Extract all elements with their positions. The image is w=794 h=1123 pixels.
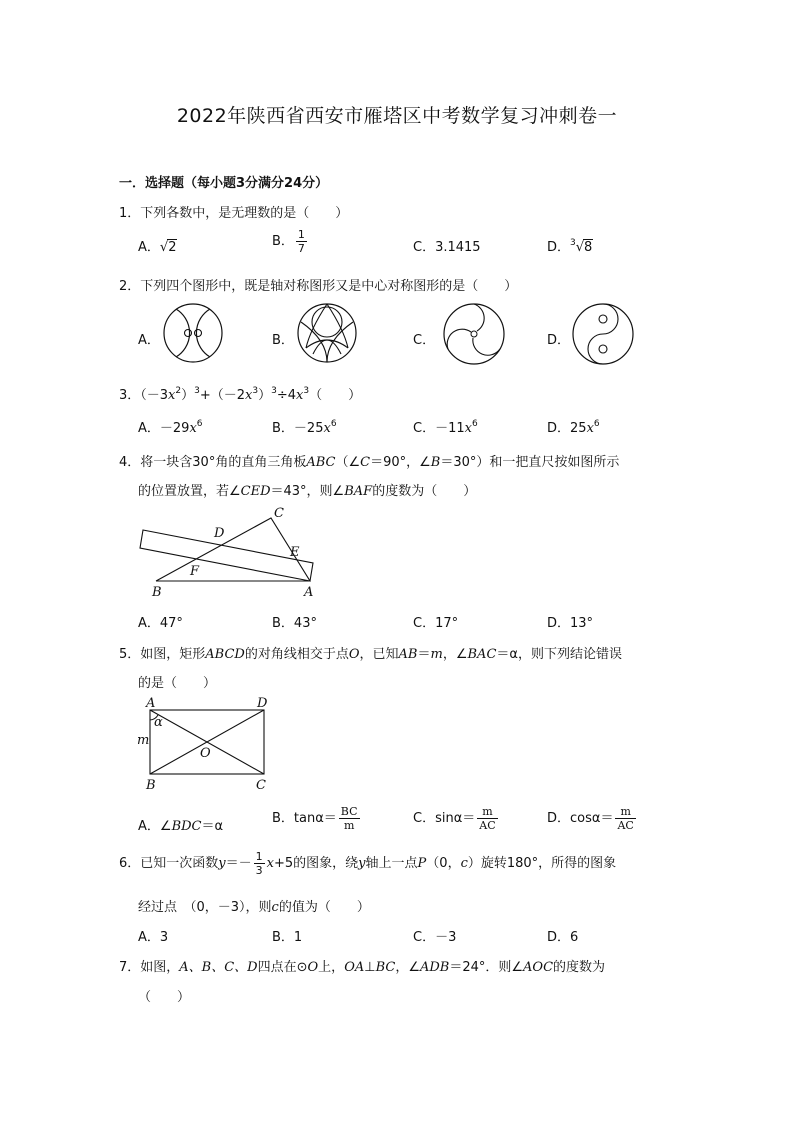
q1-a-radicand: 2 — [168, 240, 177, 255]
q4-label-c: C — [274, 506, 284, 521]
q1-stem: 1．下列各数中，是无理数的是（ ） — [119, 206, 349, 221]
q5-option-c[interactable]: C．sinα＝ $\frac{m}{AC}$ — [413, 805, 496, 832]
q7-stem-line1: 7．如图，A、B、C、D四点在⊙O上，OA⊥BC，∠ADB＝24°．则∠AOC的度数为 — [119, 960, 606, 975]
q2-option-a[interactable]: A． — [138, 333, 160, 348]
q4-stem-line1: 4．将一块含30°角的直角三角板ABC（∠C＝90°，∠B＝30°）和一把直尺按如图所示 — [119, 455, 620, 470]
q5-stem-line1: 5．如图，矩形ABCD的对角线相交于点O，已知AB＝m，∠BAC＝α，则下列结论错误 — [119, 647, 622, 662]
q4-option-c[interactable]: C．17° — [413, 616, 459, 631]
q4-option-a[interactable]: A．47° — [138, 616, 183, 631]
q4-label-b: B — [152, 585, 162, 599]
q3-option-c[interactable]: C．$-11x^6$ — [413, 419, 478, 436]
q6-stem-line2: 经过点 （0，－3），则c的值为（ ） — [138, 900, 370, 915]
q2-option-d[interactable]: D． — [547, 333, 571, 348]
q5-label-b: B — [146, 778, 156, 793]
q2-option-c[interactable]: C． — [413, 333, 436, 348]
q2-figure-b — [296, 302, 358, 364]
q4-label-d: D — [214, 526, 225, 541]
q4-option-d[interactable]: D．13° — [547, 616, 594, 631]
q2-figure-a — [162, 302, 224, 364]
q5-label-a: A — [146, 696, 156, 711]
q4-figure — [138, 503, 328, 599]
q2-option-b[interactable]: B． — [272, 333, 294, 348]
q6-option-a[interactable]: A．3 — [138, 930, 169, 945]
q1-option-d[interactable]: D．$^3$√8 — [547, 238, 593, 255]
q6-option-b[interactable]: B．1 — [272, 930, 303, 945]
q4-stem-line2: 的位置放置，若∠CED＝43°，则∠BAF的度数为（ ） — [138, 484, 477, 499]
q5-label-o: O — [200, 746, 211, 761]
q5-stem-line2: 的是（ ） — [138, 676, 217, 691]
q6-option-c[interactable]: C．－3 — [413, 930, 457, 945]
q6-option-d[interactable]: D．6 — [547, 930, 579, 945]
q1-option-a[interactable]: A．√2 — [138, 240, 177, 255]
q3-stem: 3．$(-3x^2)^3+(-2x^3)^3\div 4x^3$（ ） — [119, 386, 362, 403]
q3-option-d[interactable]: D．$25x^6$ — [547, 419, 600, 436]
q4-label-f: F — [190, 564, 200, 579]
q3-option-b[interactable]: B．$-25x^6$ — [272, 419, 337, 436]
q4-label-e: E — [290, 545, 300, 560]
q5-option-a[interactable]: A．∠BDC＝α — [138, 819, 224, 834]
page-title: 2022年陕西省西安市雁塔区中考数学复习冲刺卷一 — [176, 105, 618, 127]
q3-option-a[interactable]: A．$-29x^6$ — [138, 419, 203, 436]
q1-option-b[interactable]: B． $\frac{1}{7}$ — [272, 228, 305, 255]
q6-stem-line1: 6．已知一次函数y＝－ $\frac{1}{3}$ x+5的图象，绕y轴上一点P（0，c）旋转180°，所得的图象 — [119, 850, 617, 877]
q5-option-b[interactable]: B．tanα＝ $\frac{BC}{m}$ — [272, 805, 358, 832]
q5-label-alpha: α — [154, 715, 163, 730]
q4-label-a: A — [304, 585, 314, 599]
q2-figure-d — [571, 302, 635, 366]
q5-label-m: m — [137, 733, 150, 748]
section-header: 一．选择题（每小题3分满分24分） — [119, 176, 329, 191]
q5-option-d[interactable]: D．cosα＝ $\frac{m}{AC}$ — [547, 805, 634, 832]
q1-option-c[interactable]: C．3.1415 — [413, 240, 481, 255]
q7-stem-line2: （ ） — [138, 990, 191, 1005]
q2-figure-c — [442, 302, 506, 366]
q5-label-d: D — [257, 696, 268, 711]
q4-option-b[interactable]: B．43° — [272, 616, 317, 631]
q2-stem: 2．下列四个图形中，既是轴对称图形又是中心对称图形的是（ ） — [119, 279, 518, 294]
q5-figure — [134, 694, 274, 794]
q5-label-c: C — [256, 778, 266, 793]
